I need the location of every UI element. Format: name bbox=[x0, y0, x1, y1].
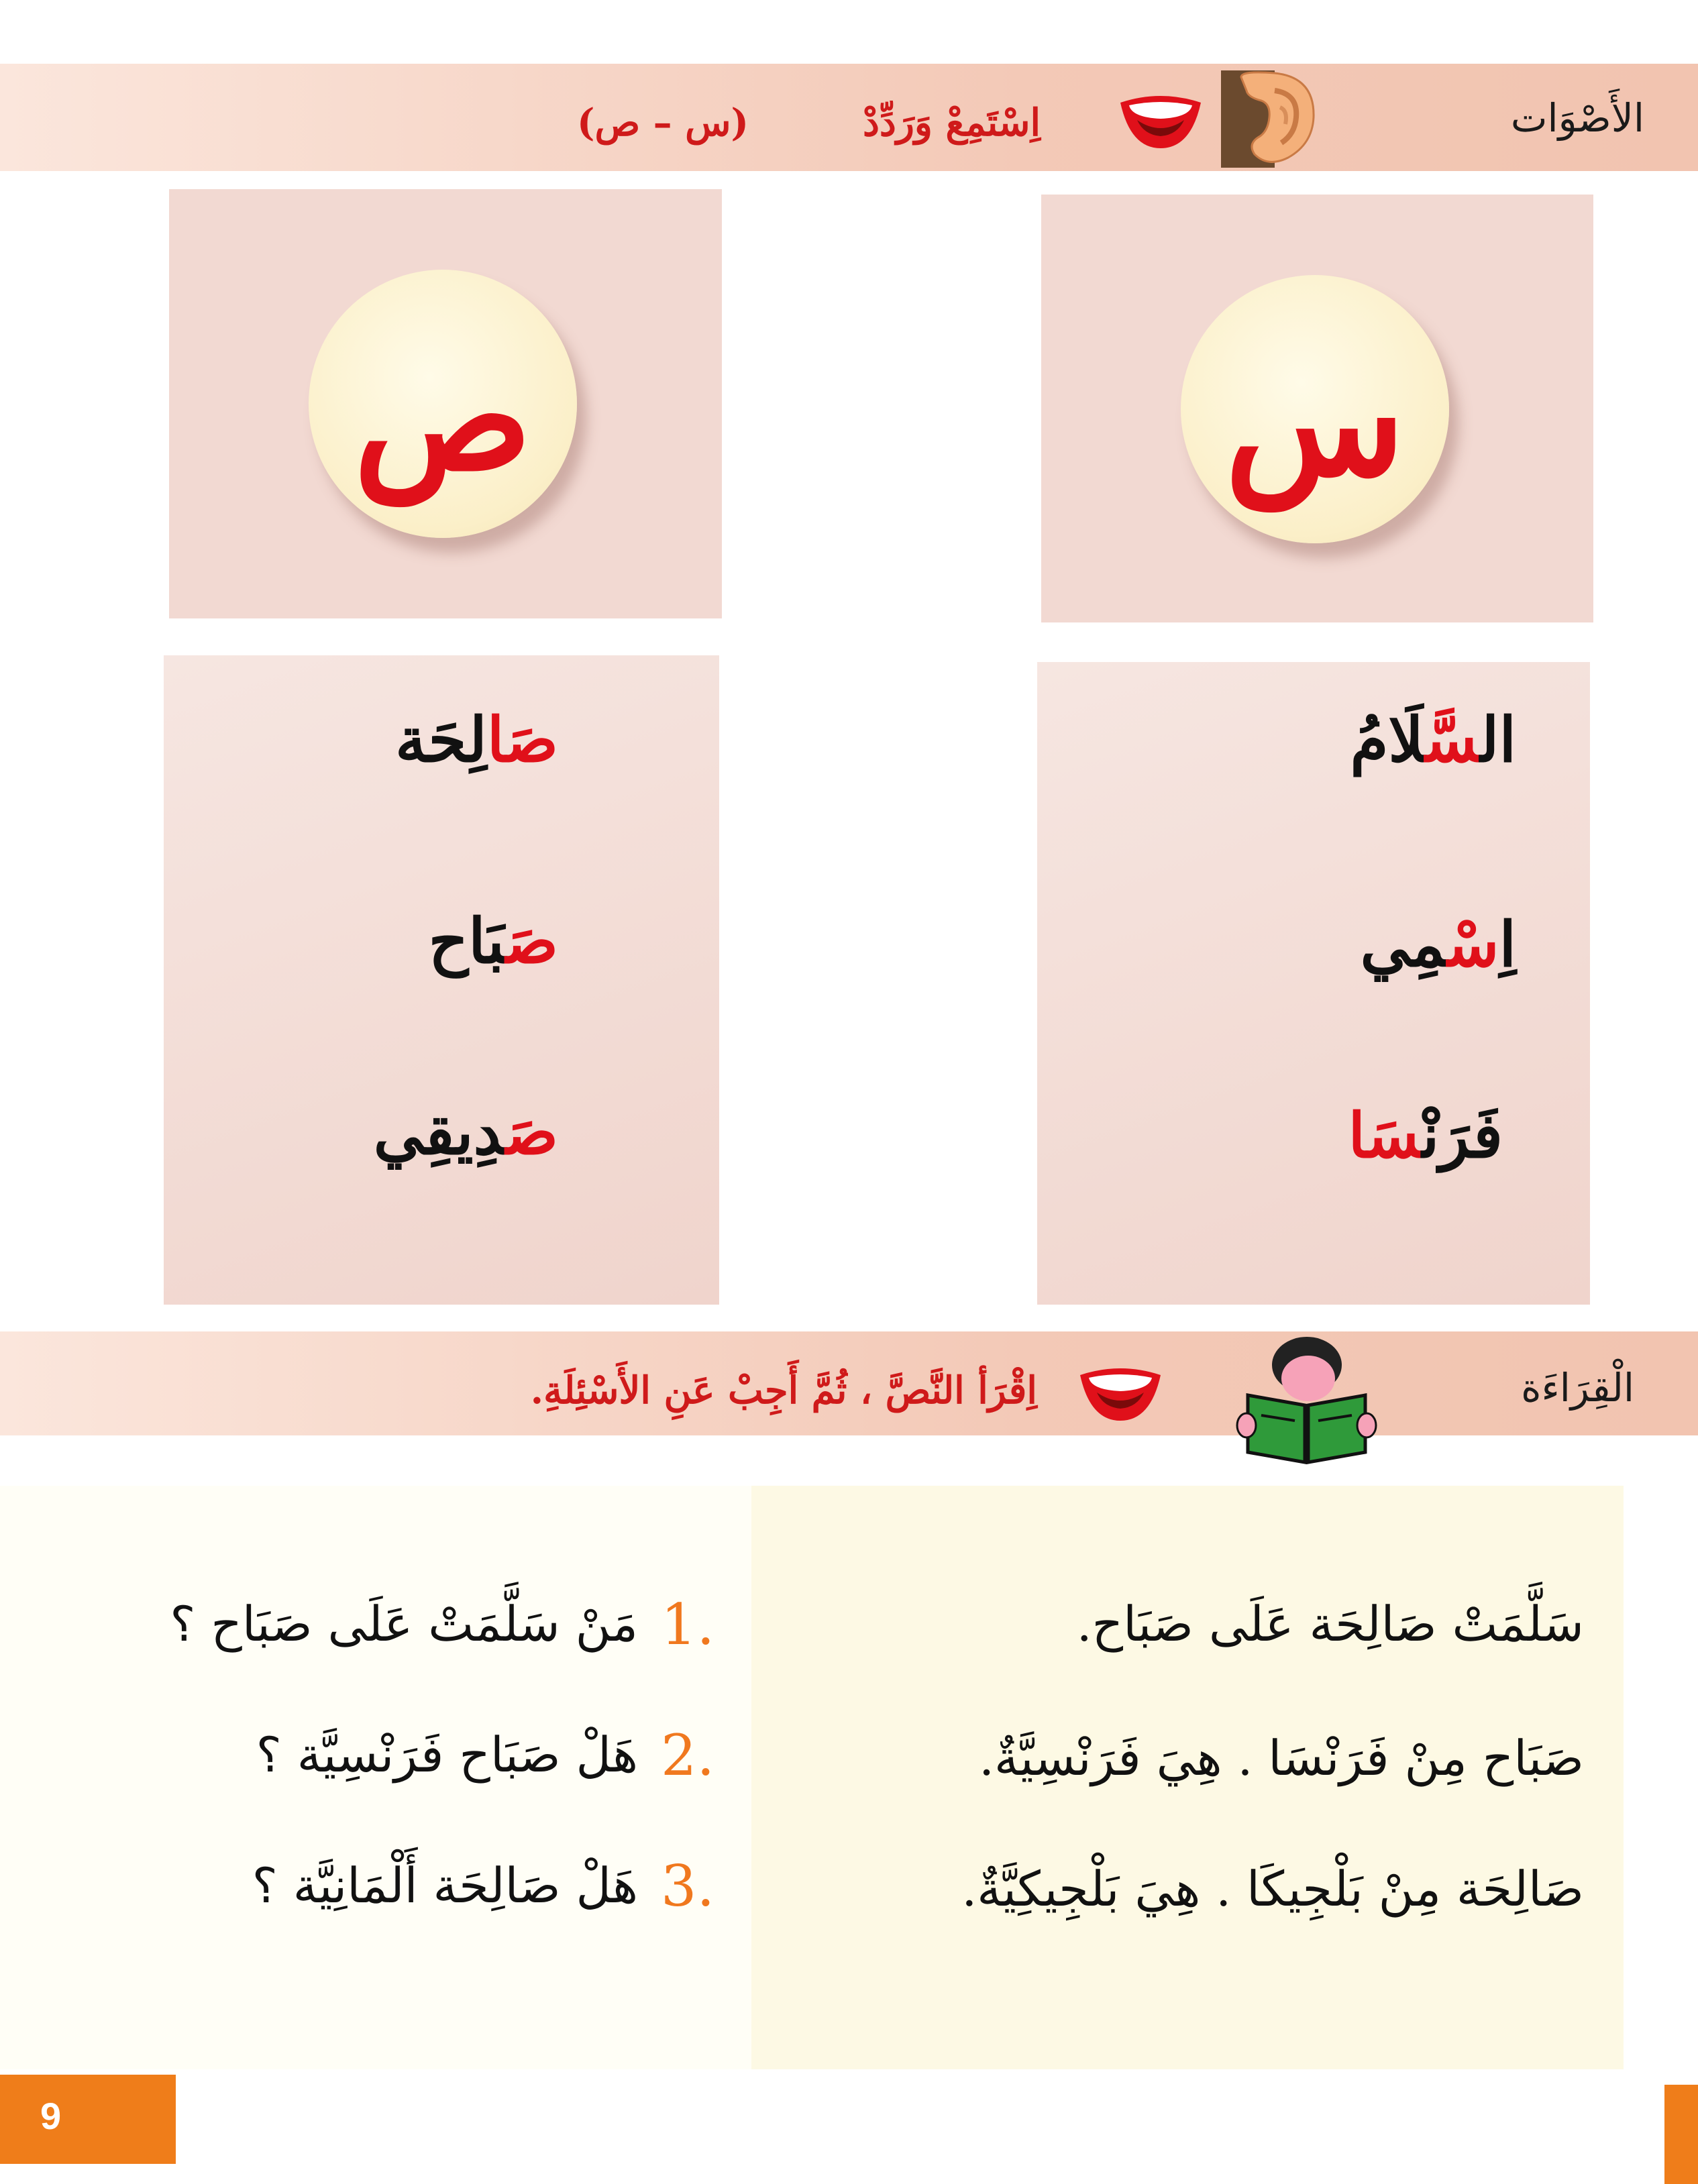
question-number: 1. bbox=[661, 1592, 715, 1657]
page-number: 9 bbox=[40, 2095, 62, 2137]
reading-instruction: اِقْرَأ النَّصَّ ، ثُمَّ أَجِبْ عَنِ الأَسْئِلَةِ. bbox=[530, 1368, 1037, 1413]
sounds-header-band bbox=[0, 64, 1698, 171]
word-item: صَالِحَة bbox=[395, 704, 558, 776]
word-item: فَرَنْسَا bbox=[1348, 1099, 1503, 1172]
mouth-icon bbox=[1117, 89, 1204, 150]
words-panel-seen bbox=[1037, 662, 1590, 1305]
word-item: صَدِيقِي bbox=[373, 1096, 558, 1168]
passage-line: صَبَاح مِنْ فَرَنْسَا . هِيَ فَرَنْسِيَّةٌ. bbox=[979, 1730, 1584, 1786]
letters-pair-label: (س – ص) bbox=[576, 101, 749, 145]
letter-panel-seen bbox=[1041, 195, 1593, 622]
page-number-tab bbox=[0, 2075, 176, 2164]
reading-child-icon bbox=[1234, 1331, 1379, 1466]
words-panel-saad bbox=[164, 655, 719, 1305]
question-text: هَلْ صَالِحَة أَلْمَانِيَّة ؟ bbox=[252, 1857, 638, 1914]
sounds-instruction: اِسْتَمِعْ وَرَدِّدْ bbox=[862, 101, 1041, 145]
page-corner-tab bbox=[1664, 2085, 1698, 2184]
sounds-section-title: الأَصْوَات bbox=[1510, 95, 1644, 141]
mouth-icon bbox=[1077, 1362, 1164, 1422]
reading-section-title: الْقِرَاءَة bbox=[1521, 1365, 1634, 1411]
question-number: 2. bbox=[661, 1723, 715, 1788]
letter-circle-saad bbox=[309, 270, 577, 538]
passage-line: سَلَّمَتْ صَالِحَة عَلَى صَبَاح. bbox=[1076, 1596, 1584, 1652]
ear-icon bbox=[1221, 70, 1322, 168]
letter-panel-saad bbox=[169, 189, 722, 618]
question-text: مَنْ سَلَّمَتْ عَلَى صَبَاح ؟ bbox=[170, 1596, 638, 1652]
word-item: اِسْمِي bbox=[1360, 908, 1516, 981]
reading-header-band bbox=[0, 1331, 1698, 1435]
letter-saad: ص bbox=[354, 330, 532, 504]
letter-seen: س bbox=[1224, 335, 1405, 509]
question-number: 3. bbox=[661, 1853, 715, 1919]
word-item: السَّلَامُ bbox=[1350, 704, 1516, 776]
question-text: هَلْ صَبَاح فَرَنْسِيَّة ؟ bbox=[256, 1727, 638, 1783]
passage-line: صَالِحَة مِنْ بَلْجِيكَا . هِيَ بَلْجِيكِيَّةٌ. bbox=[961, 1861, 1584, 1917]
word-item: صَبَاح bbox=[428, 905, 558, 977]
letter-circle-seen bbox=[1181, 275, 1449, 543]
